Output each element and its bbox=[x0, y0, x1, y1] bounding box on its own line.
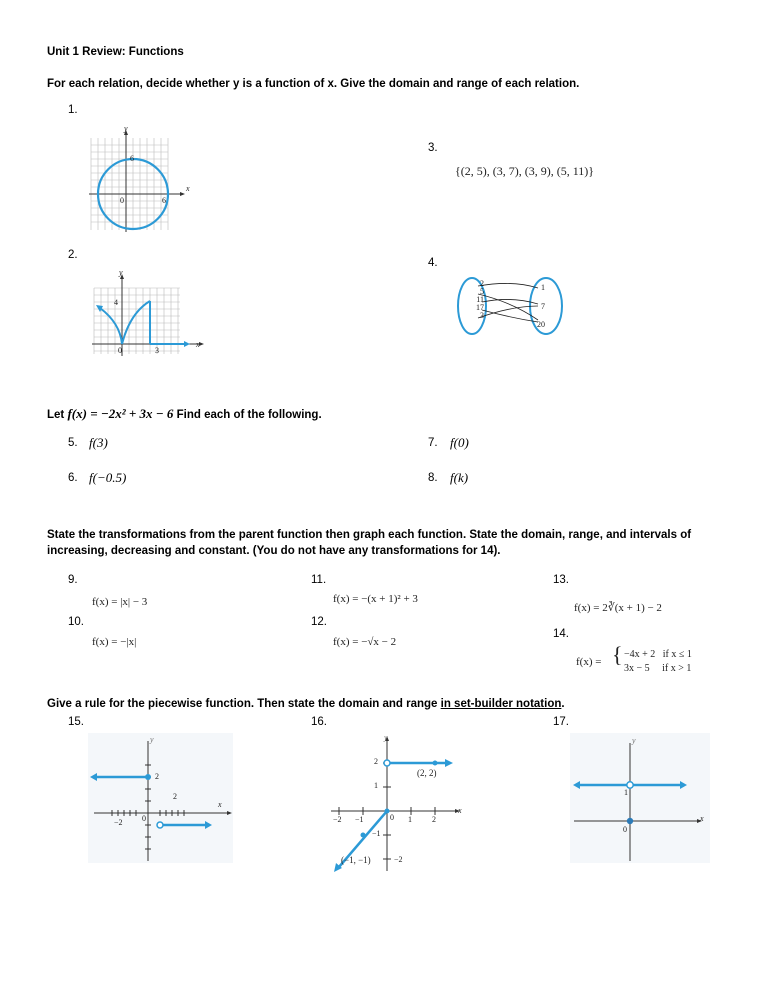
section2-intro-prefix: Let bbox=[47, 409, 68, 421]
graph-16 bbox=[325, 733, 465, 873]
graph-17-y-tick-1: 1 bbox=[624, 788, 628, 797]
graph-16-y-tick-2: 2 bbox=[374, 757, 378, 766]
item-7-expr: f(0) bbox=[450, 435, 469, 450]
graph-1-y-label: y bbox=[124, 124, 128, 133]
graph-17-origin: 0 bbox=[623, 825, 627, 834]
graph-15-y-tick-2: 2 bbox=[155, 772, 159, 781]
graph-16-origin: 0 bbox=[390, 813, 394, 822]
graph-16-point-label-a: (2, 2) bbox=[417, 768, 437, 778]
section2-intro-suffix: Find each of the following. bbox=[173, 409, 322, 421]
item-5-number: 5. bbox=[68, 437, 78, 449]
graph-1-right-tick: 6 bbox=[162, 196, 166, 205]
graph-15-y-label: y bbox=[150, 735, 154, 744]
graph-2-right-tick: 3 bbox=[155, 346, 159, 355]
section4-instruction-prefix: Give a rule for the piecewise function. Then state the domain and range bbox=[47, 698, 441, 710]
item-8-expr: f(k) bbox=[450, 470, 469, 485]
graph-1-top-tick: 6 bbox=[130, 154, 134, 163]
item-7-number: 7. bbox=[428, 437, 438, 449]
graph-16-x-tick-neg1: −1 bbox=[355, 815, 364, 824]
section3-instruction: State the transformations from the parent function then graph each function. State the domain, range, and intervals of increasing, decreasing and constant. (You do not have any transformations for 14). bbox=[47, 529, 692, 557]
graph-16-y-tick-1: 1 bbox=[374, 781, 378, 790]
graph-15 bbox=[88, 733, 233, 863]
section2-function: f(x) = −2x² + 3x − 6 bbox=[67, 406, 174, 421]
item-13-expr: f(x) = 2∛(x + 1) − 2 bbox=[574, 602, 662, 614]
graph-1-circle bbox=[85, 124, 195, 234]
graph-16-y-tick-neg2: −2 bbox=[394, 855, 403, 864]
problem-3-set: {(2, 5), (3, 7), (3, 9), (5, 11)} bbox=[455, 164, 595, 178]
item-14-case1: −4x + 2 if x ≤ 1 bbox=[624, 649, 692, 660]
graph-16-number: 16. bbox=[311, 716, 327, 728]
problem-3-number: 3. bbox=[428, 142, 438, 154]
item-14-lhs: f(x) = bbox=[576, 656, 602, 668]
graph-2-curve bbox=[90, 268, 200, 360]
range-value: 7 bbox=[541, 302, 545, 311]
section4-instruction-underlined: in set-builder notation bbox=[440, 698, 562, 710]
graph-16-x-tick-neg2: −2 bbox=[333, 815, 342, 824]
domain-value: 2 bbox=[480, 279, 484, 288]
item-6-number: 6. bbox=[68, 472, 78, 484]
graph-15-x-tick-2: 2 bbox=[173, 792, 177, 801]
domain-value: 11 bbox=[476, 295, 484, 304]
section2-instruction bbox=[47, 406, 322, 422]
graph-16-x-tick-1: 1 bbox=[408, 815, 412, 824]
range-value: 1 bbox=[541, 283, 545, 292]
graph-1-origin: 0 bbox=[120, 196, 124, 205]
domain-value: 17 bbox=[476, 303, 484, 312]
graph-15-x-tick-neg2: −2 bbox=[114, 818, 123, 827]
item-10-expr: f(x) = −|x| bbox=[92, 636, 137, 648]
item-14-case2: 3x − 5 if x > 1 bbox=[624, 663, 692, 674]
section4-instruction-suffix: . bbox=[561, 698, 565, 710]
item-9-expr: f(x) = |x| − 3 bbox=[92, 596, 148, 608]
item-10-number: 10. bbox=[68, 616, 84, 628]
item-12-expr: f(x) = −√x − 2 bbox=[333, 636, 397, 648]
item-6-expr: f(−0.5) bbox=[89, 470, 127, 485]
graph-16-x-label: x bbox=[458, 806, 462, 815]
section1-instruction: For each relation, decide whether y is a function of x. Give the domain and range of each relation. bbox=[47, 78, 580, 90]
problem-4-domain bbox=[472, 280, 484, 320]
graph-15-x-label: x bbox=[218, 800, 222, 809]
range-value: 20 bbox=[537, 320, 545, 329]
graph-17 bbox=[570, 733, 710, 863]
graph-17-y-label: y bbox=[632, 736, 636, 745]
problem-4-number: 4. bbox=[428, 257, 438, 269]
graph-16-y-label: y bbox=[384, 733, 388, 742]
domain-value: 5 bbox=[480, 287, 484, 296]
graph-16-x-tick-2: 2 bbox=[432, 815, 436, 824]
item-14-number: 14. bbox=[553, 628, 569, 640]
item-11-number: 11. bbox=[311, 574, 327, 586]
graph-2-x-label: x bbox=[196, 340, 200, 349]
graph-1-x-label: x bbox=[186, 184, 190, 193]
item-11-expr: f(x) = −(x + 1)² + 3 bbox=[333, 593, 418, 605]
graph-15-number: 15. bbox=[68, 716, 84, 728]
graph-2-origin: 0 bbox=[118, 346, 122, 355]
item-5-expr: f(3) bbox=[89, 435, 108, 450]
graph-15-origin: 0 bbox=[142, 814, 146, 823]
item-13-number: 13. bbox=[553, 574, 569, 586]
problem-4-mapping bbox=[452, 276, 570, 336]
graph-2-y-label: y bbox=[119, 268, 123, 277]
graph-2-top-tick: 4 bbox=[114, 298, 118, 307]
item-12-number: 12. bbox=[311, 616, 327, 628]
domain-value: 3 bbox=[480, 311, 484, 320]
graph-16-point-label-b: (−1, −1) bbox=[341, 855, 371, 865]
item-9-number: 9. bbox=[68, 574, 78, 586]
problem-2-number: 2. bbox=[68, 249, 78, 261]
graph-17-number: 17. bbox=[553, 716, 569, 728]
item-8-number: 8. bbox=[428, 472, 438, 484]
item-14-brace: { bbox=[612, 642, 623, 667]
section4-instruction bbox=[47, 698, 565, 710]
graph-16-y-tick-neg1: −1 bbox=[372, 829, 381, 838]
page-title: Unit 1 Review: Functions bbox=[47, 46, 184, 58]
graph-17-x-label: x bbox=[700, 814, 704, 823]
problem-1-number: 1. bbox=[68, 104, 78, 116]
